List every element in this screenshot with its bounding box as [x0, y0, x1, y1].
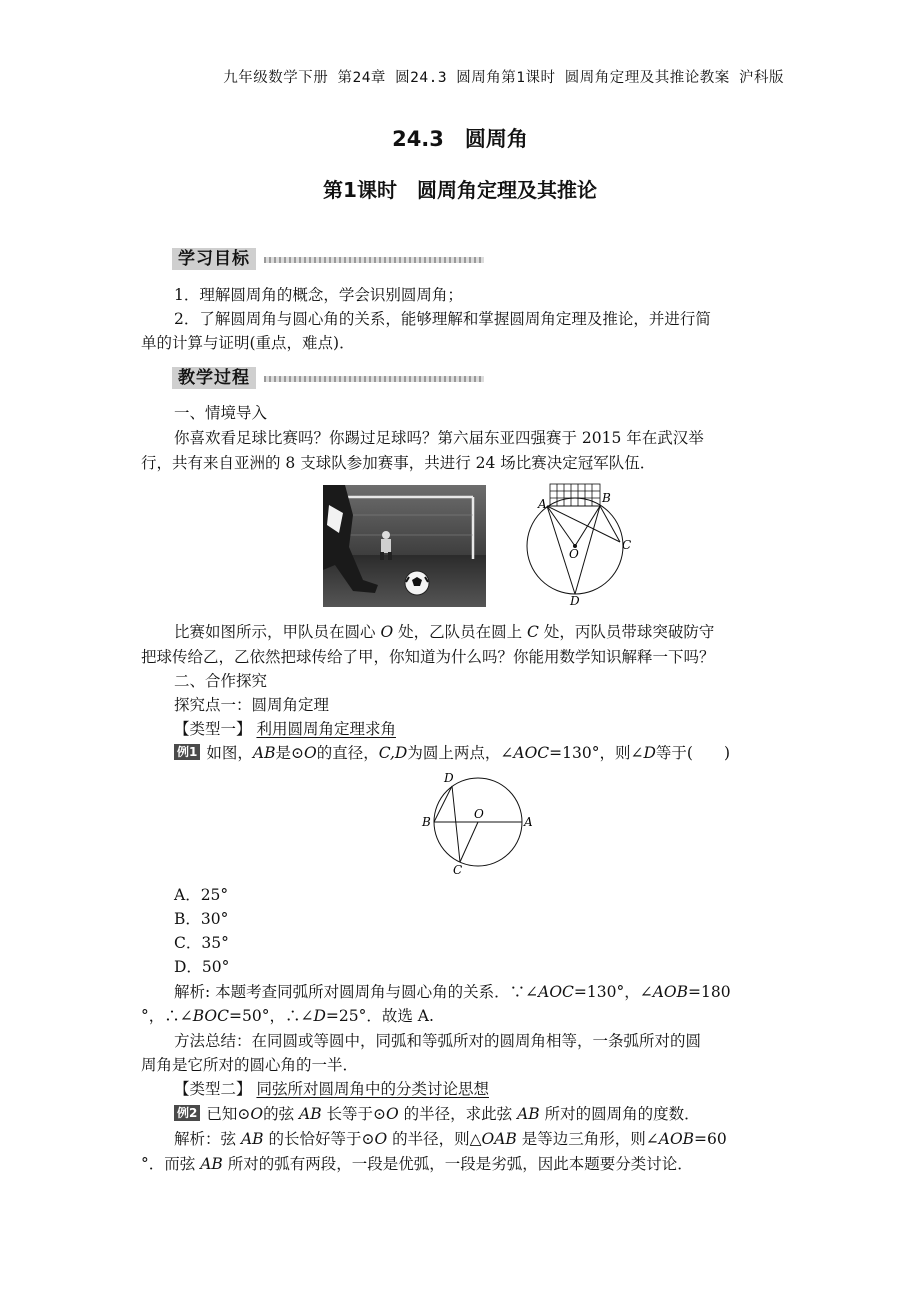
lesson-subtitle: 第1课时 圆周角定理及其推论 — [323, 178, 597, 202]
section-learning-goals — [172, 248, 484, 270]
coop-heading: 二、合作探究 — [174, 672, 268, 690]
method-summary-line2: 周角是它所对的圆心角的一半． — [141, 1056, 359, 1074]
point-label-a: A — [538, 497, 547, 511]
solution-2-line2: °．而弦 AB 所对的弧有两段，一段是优弧，一段是劣弧，因此本题要分类讨论． — [141, 1155, 693, 1173]
section-divider — [264, 257, 484, 263]
option-c: C．35° — [174, 934, 229, 952]
section-teaching-process — [172, 367, 484, 389]
goal-2-line2: 单的计算与证明(重点，难点)． — [141, 334, 355, 352]
point-label-o: O — [569, 547, 579, 561]
intro-heading: 一、情境导入 — [174, 404, 268, 422]
method-summary-line1: 方法总结：在同圆或等圆中，同弧和等弧所对的圆周角相等，一条弧所对的圆 — [174, 1032, 702, 1050]
section-label: 教学过程 — [172, 367, 256, 389]
example-badge: 例1 — [174, 744, 200, 760]
solution-1-line2: °，∴∠BOC=50°，∴∠D=25°．故选 A. — [141, 1007, 434, 1025]
section-divider — [264, 376, 484, 382]
intro-paragraph-line2: 行，共有来自亚洲的 8 支球队参加赛事，共进行 24 场比赛决定冠军队伍． — [141, 454, 656, 472]
section-label: 学习目标 — [172, 248, 256, 270]
option-a: A．25° — [174, 886, 229, 904]
figure-goal-circle — [520, 478, 640, 608]
point-label-a: A — [524, 815, 533, 829]
goal-1: 1．理解圆周角的概念，学会识别圆周角； — [174, 286, 463, 304]
point-label-d: D — [444, 771, 454, 785]
option-d: D．50° — [174, 958, 230, 976]
point-label-c: C — [622, 538, 632, 552]
point-label-d: D — [570, 594, 580, 608]
point-label-b: B — [422, 815, 431, 829]
example-2: 例2 已知⊙O的弦 AB 长等于⊙O 的半径，求此弦 AB 所对的圆周角的度数． — [174, 1103, 700, 1125]
goal-2-line1: 2．了解圆周角与圆心角的关系，能够理解和掌握圆周角定理及推论，并进行简 — [174, 310, 711, 328]
page-title: 24.3 圆周角 — [392, 127, 528, 151]
example-badge: 例2 — [174, 1105, 200, 1121]
solution-2-line1: 解析：弦 AB 的长恰好等于⊙O 的半径，则△OAB 是等边三角形，则∠AOB=60 — [174, 1130, 727, 1148]
point-label-b: B — [602, 491, 611, 505]
type-2-heading: 【类型二】 同弦所对圆周角中的分类讨论思想 — [174, 1080, 489, 1098]
soccer-photo — [323, 485, 486, 607]
example-1: 例1 如图，AB是⊙O的直径，C,D为圆上两点，∠AOC=130°，则∠D等于( ) — [174, 742, 730, 764]
page-header: 九年级数学下册 第24章 圆24.3 圆周角第1课时 圆周角定理及其推论教案 沪科版 — [223, 70, 784, 86]
point-label-c: C — [453, 863, 463, 876]
intro-question-line2: 把球传给乙，乙依然把球传给了甲，你知道为什么吗？你能用数学知识解释一下吗？ — [141, 648, 715, 666]
intro-paragraph-line1: 你喜欢看足球比赛吗？你踢过足球吗？第六届东亚四强赛于 2015 年在武汉举 — [174, 429, 704, 447]
type-1-heading: 【类型一】 利用圆周角定理求角 — [174, 720, 396, 738]
explore-point-1: 探究点一：圆周角定理 — [174, 696, 330, 714]
figure-diameter-circle — [418, 768, 538, 876]
point-label-o: O — [474, 807, 484, 821]
solution-1-line1: 解析: 本题考查同弧所对圆周角与圆心角的关系．∵∠AOC=130°，∠AOB=180 — [174, 983, 731, 1001]
intro-question-line1: 比赛如图所示，甲队员在圆心 O 处，乙队员在圆上 C 处，丙队员带球突破防守 — [174, 623, 715, 641]
option-b: B．30° — [174, 910, 229, 928]
